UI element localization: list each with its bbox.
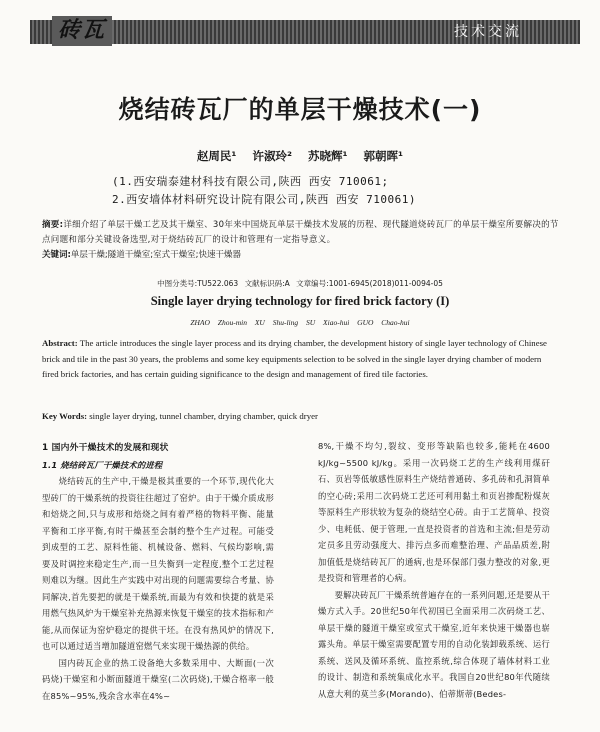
section-label: 技术交流	[454, 24, 522, 40]
body-column-left	[42, 440, 274, 704]
keywords-en	[42, 411, 560, 421]
keywords-en-text: single layer drying, tunnel chamber, drying chamber, quick dryer	[89, 411, 318, 421]
article-number: 文章编号:1001-6945(2018)011-0094-05	[296, 279, 443, 288]
affiliation-2: 2.西安墙体材料研究设计院有限公司,陕西 西安 710061)	[112, 193, 416, 206]
document-code: 文献标识码:A	[244, 279, 290, 288]
body-paragraph: 烧结砖瓦的生产中,干燥是极其重要的一个环节,现代化大型砖厂的干燥系统的投资往往超过了窑炉。由于干燥介质成形和焙烧之间,只与成形和焙烧之间有着严格的物料平衡、能量平衡和工序平衡,有时干燥甚至会制约整个生产过程。可能受到成型的工艺、原料性能、机械设备、燃料、气候均影响,需要及时调控来稳定生产,而一旦失衡到一定程度,整个工艺过程则难以为继。因此生产实践中对出现的问题需要综合考量、协同解决,首先要把的就是干燥系统,而最为有效和快捷的就是采用燃气热风炉为干燥室补充热源来恢复干燥室的技术指标和产能,从而保证为窑炉稳定的提供干坯。在没有热风炉的情况下,也可以通过适当增加隧道窑燃气来实现干燥热源的供给。	[42, 476, 274, 651]
abstract-cn-label: 摘要:	[42, 220, 64, 230]
classification-line	[0, 278, 600, 289]
affiliation-1: (1.西安瑞泰建材科技有限公司,陕西 西安 710061;	[112, 175, 389, 188]
abstract-cn	[42, 218, 560, 248]
body-paragraph: 8%,干燥不均匀,裂纹、变形等缺陷也较多,能耗在4600 kJ/kg~5500 kJ/kg。采用一次码烧工艺的生产线利用煤矸石、页岩等低敏感性原料生产烧结普通砖、多孔砖和孔洞简单的空心砖;采用二次码烧工艺还可利用黏土和页岩掺配粉煤灰等原料生产形状较为复杂的烧结空心砖。由于工艺简单、投资少、电耗低、便于管理,一直是投资者的首选和主流;但是劳动定员多且劳动强度大、排污点多而难整治理、产品品质差,附加值低是烧结砖瓦厂的通病,也是环保部门强力整改的对象,更是投资和管理者的心病。	[318, 441, 550, 583]
author-list: 赵周民¹ 许淑玲² 苏晓辉¹ 郭朝晖¹	[196, 149, 404, 163]
journal-logo: 砖瓦	[52, 16, 112, 46]
english-authors: ZHAO Zhou-min XU Shu-ling SU Xiao-hui GUO Chao-hui	[190, 318, 410, 327]
clc-number: 中图分类号:TU522.063	[157, 279, 239, 288]
keywords-cn-text: 单层干燥;隧道干燥室;室式干燥室;快速干燥器	[70, 250, 241, 260]
abstract-en	[42, 336, 560, 383]
article-title: 烧结砖瓦厂的单层干燥技术(一)	[118, 95, 482, 124]
abstract-cn-text: 详细介绍了单层干燥工艺及其干燥室、30年来中国烧瓦单层干燥技术发展的历程、现代隧道烧砖瓦厂的单层干燥室所要解决的节点问题和部分关键设备选型,对于烧结砖瓦厂的设计和管理有一定指导意义。	[42, 220, 559, 245]
keywords-cn	[42, 248, 560, 263]
english-title: Single layer drying technology for fired brick factory (I)	[150, 294, 450, 308]
body-paragraph: 国内砖瓦企业的热工设备绝大多数采用中、大断面(一次码烧)干燥室和小断面隧道干燥室(二次码烧),干燥合格率一般在85%~95%,残余含水率在4%~	[42, 657, 274, 701]
section-heading: 1 国内外干燥技术的发展和现状	[42, 443, 169, 453]
keywords-en-label: Key Words:	[42, 411, 88, 421]
abstract-en-label: Abstract:	[42, 338, 78, 348]
body-paragraph: 要解决砖瓦厂干燥系统普遍存在的一系列问题,还是要从干燥方式入手。20世纪50年代初国已全面采用二次码烧工艺、单层干燥的隧道干燥室或室式干燥室,近年来快速干燥器也崭露头角。单层干燥室需要配置专用的自动化装卸载系统、运行系统、送风及循环系统、监控系统,综合体现了墙体材料工业的设计、制造和系统集成化水平。我国自20世纪80年代随续从意大利的莫兰多(Morando)、伯蒂斯蒂(Bedes-	[318, 589, 550, 699]
subsection-heading: 1.1 烧结砖瓦厂干燥技术的进程	[42, 459, 163, 470]
abstract-en-text: The article introduces the single layer process and its drying chamber, the development history of single layer technology of Chinese brick and tile in the past 30 years, the problems and some key equipments selection to be solved in the single layer drying chamber of modern fired brick factories, and has certain guiding significance to the design and management of fired tile factories.	[42, 338, 547, 379]
body-column-right	[318, 438, 550, 702]
keywords-cn-label: 关键词:	[42, 250, 71, 260]
